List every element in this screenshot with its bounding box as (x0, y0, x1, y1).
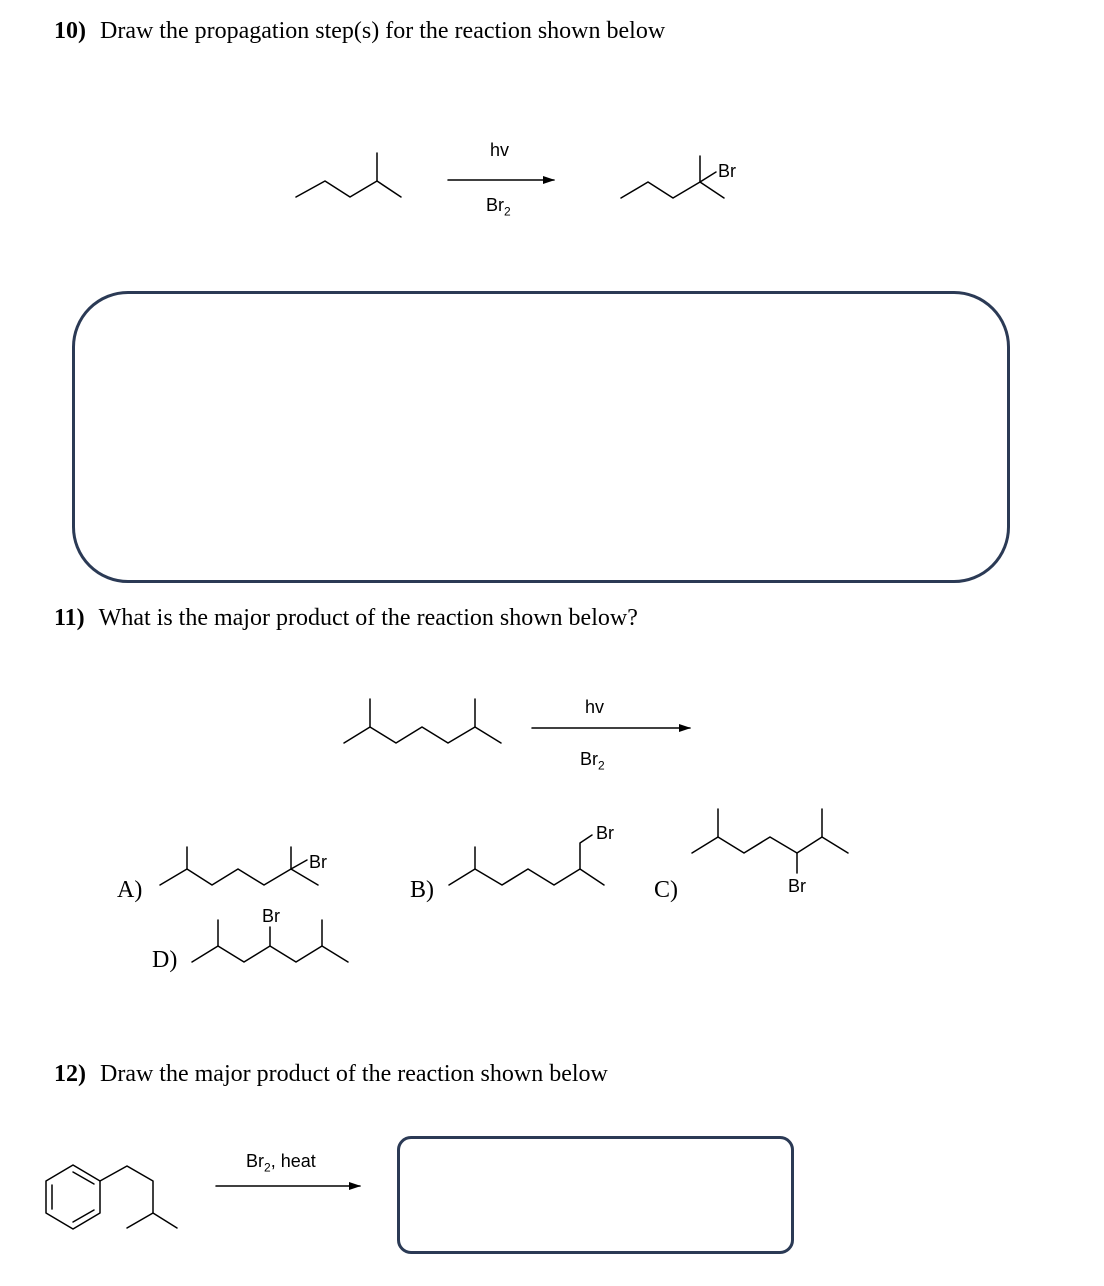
question-text: Draw the propagation step(s) for the reaction shown below (100, 18, 666, 44)
reagent-text: Br (486, 195, 504, 215)
choice-c-skeleton (692, 837, 848, 853)
choice-b-label[interactable]: B) (410, 877, 434, 903)
choice-a-bromine-label: Br (309, 852, 327, 872)
choice-b-skeleton (449, 869, 604, 885)
q12-ring-double-bond-3 (73, 1210, 94, 1222)
reagent-subscript: 2 (504, 204, 511, 219)
choice-c-label[interactable]: C) (654, 877, 678, 903)
choice-a-label[interactable]: A) (117, 877, 143, 903)
reagent-condition: , heat (270, 1151, 316, 1171)
choice-b-ch2br (580, 835, 592, 869)
choice-d-label[interactable]: D) (152, 947, 178, 973)
q10-product-skeleton (621, 182, 724, 198)
reaction-condition-hv: hv (585, 697, 605, 717)
question-text: What is the major product of the reaction shown below? (98, 605, 638, 631)
choice-a-c-br-bond (291, 860, 307, 869)
choice-c-bromine-label: Br (788, 876, 806, 896)
q11-reactant-skeleton (344, 727, 501, 743)
choice-b-bromine-label: Br (596, 823, 614, 843)
question-number: 12) (54, 1061, 86, 1087)
q12-side-chain-methyl (127, 1213, 153, 1228)
q10-product-c-br-bond (700, 172, 716, 182)
reagent-subscript: 2 (598, 758, 605, 773)
q10-reactant-skeleton (296, 181, 401, 197)
question-number: 11) (54, 605, 85, 631)
reagent-subscript: 2 (264, 1160, 271, 1175)
question-text: Draw the major product of the reaction shown below (100, 1061, 608, 1087)
q12-benzene-ring (46, 1165, 100, 1229)
product-bromine-label: Br (718, 161, 736, 181)
q12-ring-double-bond-2 (73, 1172, 94, 1184)
choice-a-skeleton (160, 869, 318, 885)
reaction-condition-hv: hv (490, 140, 510, 160)
reagent-text: Br (580, 749, 598, 769)
choice-d-skeleton (192, 946, 348, 962)
reagent-text: Br (246, 1151, 264, 1171)
choice-d-bromine-label: Br (262, 906, 280, 926)
question-number: 10) (54, 18, 86, 44)
q12-side-chain (100, 1166, 177, 1228)
